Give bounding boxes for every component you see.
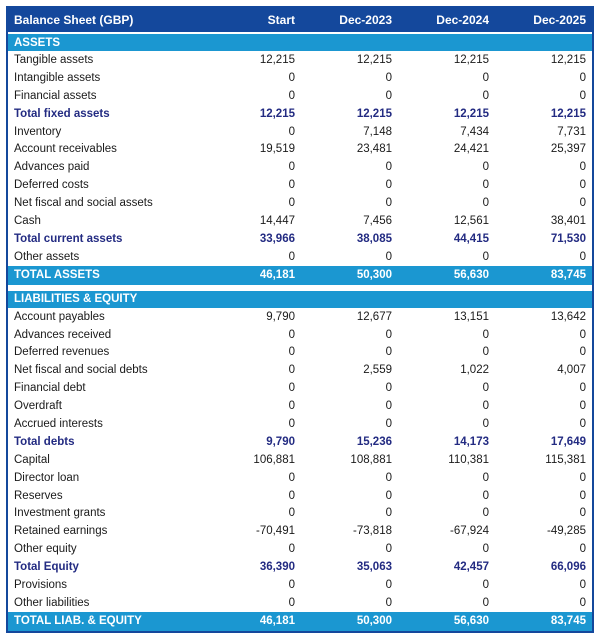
row-value-dec-2024: 0 [482,417,489,430]
total-value-dec-2023: 50,300 [356,615,392,628]
row-value-dec-2023: 0 [385,382,392,395]
row-value-start: 9,790 [266,310,295,323]
row-value-dec-2024: 0 [482,507,489,520]
total-value-dec-2023: 50,300 [356,269,392,282]
row-value-start: 0 [288,417,295,430]
row-value-dec-2025: 66,096 [550,561,586,574]
row-value-dec-2025: 115,381 [545,453,586,466]
row-value-dec-2023: 0 [385,417,392,430]
row-value-dec-2023: 0 [385,250,392,263]
row-label: Total current assets [14,232,123,245]
section-title: LIABILITIES & EQUITY [14,293,138,306]
section-title: ASSETS [14,36,61,49]
table-row [8,558,592,576]
balance-sheet-table [6,6,594,633]
row-value-dec-2025: 0 [579,489,586,502]
row-value-start: 0 [288,250,295,263]
section-header [8,291,592,308]
section-total-row [8,266,592,285]
row-label: Investment grants [14,507,106,520]
table-row [8,230,592,248]
row-value-start: 106,881 [253,453,295,466]
column-header-dec-2025: Dec-2025 [533,13,586,27]
row-value-start: 0 [288,179,295,192]
table-row [8,248,592,266]
row-value-dec-2024: 12,561 [453,214,489,227]
row-value-dec-2024: 0 [482,543,489,556]
table-row [8,469,592,487]
row-value-dec-2024: 42,457 [453,561,489,574]
row-value-dec-2023: -73,818 [352,525,392,538]
row-value-dec-2023: 0 [385,543,392,556]
row-value-dec-2023: 0 [385,596,392,609]
row-value-dec-2025: 0 [579,161,586,174]
row-value-dec-2024: 0 [482,489,489,502]
row-label: Account receivables [14,143,117,156]
row-value-dec-2023: 12,677 [356,310,392,323]
row-label: Advances received [14,328,112,341]
total-value-start: 46,181 [259,269,295,282]
row-value-start: -70,491 [255,525,295,538]
table-row [8,343,592,361]
table-row [8,87,592,105]
row-label: Total fixed assets [14,107,110,120]
table-row [8,433,592,451]
row-value-dec-2024: 12,215 [453,107,489,120]
row-value-start: 0 [288,89,295,102]
table-row [8,451,592,469]
row-value-dec-2025: 25,397 [550,143,586,156]
row-value-dec-2024: 14,173 [453,435,489,448]
row-value-dec-2025: 0 [579,250,586,263]
row-value-dec-2024: 0 [482,89,489,102]
table-row [8,51,592,69]
table-row [8,522,592,540]
row-value-dec-2023: 108,881 [350,453,392,466]
table-row [8,415,592,433]
row-value-dec-2025: 13,642 [550,310,586,323]
row-value-dec-2025: 0 [579,578,586,591]
row-value-dec-2023: 0 [385,179,392,192]
column-header-dec-2023: Dec-2023 [339,13,392,27]
table-row [8,326,592,344]
row-value-dec-2024: 13,151 [453,310,489,323]
row-value-start: 0 [288,197,295,210]
table-row [8,308,592,326]
row-value-dec-2023: 0 [385,197,392,210]
table-row [8,397,592,415]
row-value-dec-2025: 0 [579,596,586,609]
row-value-dec-2024: -67,924 [449,525,489,538]
table-row [8,487,592,505]
row-value-dec-2023: 0 [385,161,392,174]
row-label: Deferred costs [14,179,89,192]
row-value-dec-2025: 0 [579,417,586,430]
row-label: Account payables [14,310,105,323]
row-label: Net fiscal and social debts [14,364,148,377]
row-value-dec-2024: 0 [482,161,489,174]
row-value-dec-2025: 12,215 [550,107,586,120]
row-value-start: 0 [288,543,295,556]
total-value-dec-2025: 83,745 [550,615,586,628]
row-label: Financial assets [14,89,97,102]
row-value-dec-2023: 0 [385,400,392,413]
row-value-dec-2024: 0 [482,382,489,395]
table-row [8,540,592,558]
row-value-start: 33,966 [259,232,295,245]
row-value-dec-2025: 17,649 [550,435,586,448]
row-value-dec-2023: 7,456 [363,214,392,227]
row-value-start: 12,215 [259,107,295,120]
row-value-dec-2025: 0 [579,507,586,520]
row-value-dec-2025: -49,285 [546,525,586,538]
row-label: Director loan [14,471,80,484]
total-value-start: 46,181 [259,615,295,628]
row-label: Advances paid [14,161,90,174]
row-value-dec-2024: 44,415 [453,232,489,245]
row-value-start: 0 [288,364,295,377]
row-value-start: 19,519 [259,143,295,156]
row-value-dec-2025: 0 [579,400,586,413]
row-label: Reserves [14,489,63,502]
row-value-dec-2024: 0 [482,179,489,192]
row-value-dec-2024: 0 [482,400,489,413]
row-value-dec-2023: 15,236 [356,435,392,448]
row-value-dec-2025: 0 [579,89,586,102]
row-value-dec-2023: 0 [385,471,392,484]
row-value-dec-2024: 7,434 [460,125,489,138]
row-value-dec-2025: 0 [579,328,586,341]
row-value-dec-2025: 0 [579,543,586,556]
row-value-dec-2023: 0 [385,507,392,520]
row-value-dec-2025: 0 [579,179,586,192]
row-value-dec-2024: 0 [482,328,489,341]
table-title: Balance Sheet (GBP) [14,13,134,27]
table-row [8,158,592,176]
row-value-dec-2024: 0 [482,346,489,359]
row-label: Provisions [14,578,68,591]
row-value-dec-2023: 35,063 [356,561,392,574]
row-value-start: 14,447 [259,214,295,227]
table-row [8,176,592,194]
row-label: Other liabilities [14,596,90,609]
row-value-dec-2025: 0 [579,382,586,395]
row-value-dec-2023: 0 [385,489,392,502]
row-value-dec-2023: 0 [385,346,392,359]
row-label: Net fiscal and social assets [14,197,153,210]
row-value-dec-2023: 0 [385,328,392,341]
table-row [8,379,592,397]
table-row [8,594,592,612]
row-value-dec-2025: 12,215 [550,53,586,66]
row-label: Other assets [14,250,80,263]
row-value-dec-2024: 0 [482,471,489,484]
row-value-start: 0 [288,596,295,609]
row-value-dec-2025: 4,007 [557,364,586,377]
table-header-row [8,8,592,32]
row-label: Inventory [14,125,62,138]
table-row [8,576,592,594]
row-value-dec-2024: 110,381 [448,453,489,466]
row-value-dec-2023: 38,085 [356,232,392,245]
row-value-dec-2023: 12,215 [356,53,392,66]
row-value-dec-2023: 23,481 [356,143,392,156]
row-value-dec-2025: 0 [579,71,586,84]
column-header-start: Start [267,13,295,27]
total-label: TOTAL ASSETS [14,269,100,282]
row-value-dec-2025: 0 [579,346,586,359]
row-value-dec-2024: 0 [482,197,489,210]
row-value-dec-2025: 7,731 [557,125,586,138]
table-row [8,69,592,87]
table-row [8,361,592,379]
row-label: Financial debt [14,382,86,395]
row-value-dec-2023: 7,148 [363,125,392,138]
row-value-dec-2023: 0 [385,89,392,102]
table-row [8,194,592,212]
row-value-dec-2025: 0 [579,471,586,484]
row-value-start: 0 [288,471,295,484]
row-label: Overdraft [14,400,62,413]
row-value-dec-2024: 0 [482,578,489,591]
section-header [8,34,592,51]
row-value-start: 0 [288,328,295,341]
row-value-dec-2025: 0 [579,197,586,210]
row-value-start: 0 [288,578,295,591]
row-value-start: 36,390 [259,561,295,574]
row-value-start: 9,790 [266,435,295,448]
table-row [8,140,592,158]
row-value-dec-2025: 38,401 [550,214,586,227]
total-value-dec-2025: 83,745 [550,269,586,282]
table-row [8,123,592,141]
total-value-dec-2024: 56,630 [453,269,489,282]
row-value-start: 12,215 [259,53,295,66]
row-value-start: 0 [288,346,295,359]
row-value-dec-2023: 0 [385,71,392,84]
table-row [8,504,592,522]
row-value-start: 0 [288,507,295,520]
row-value-start: 0 [288,161,295,174]
row-value-dec-2023: 0 [385,578,392,591]
row-value-dec-2024: 0 [482,596,489,609]
row-value-start: 0 [288,489,295,502]
row-label: Other equity [14,543,77,556]
row-value-start: 0 [288,71,295,84]
section-total-row [8,612,592,631]
row-label: Retained earnings [14,525,108,538]
row-value-dec-2024: 0 [482,71,489,84]
row-value-dec-2024: 24,421 [453,143,489,156]
table-row [8,105,592,123]
row-label: Deferred revenues [14,346,110,359]
total-label: TOTAL LIAB. & EQUITY [14,615,142,628]
row-label: Total debts [14,435,75,448]
row-label: Cash [14,214,41,227]
row-label: Intangible assets [14,71,101,84]
row-value-dec-2024: 12,215 [453,53,489,66]
row-value-dec-2025: 71,530 [550,232,586,245]
total-value-dec-2024: 56,630 [453,615,489,628]
row-value-dec-2024: 0 [482,250,489,263]
table-body [8,34,592,631]
column-header-dec-2024: Dec-2024 [436,13,489,27]
row-value-dec-2024: 1,022 [460,364,489,377]
row-value-dec-2023: 12,215 [356,107,392,120]
row-value-start: 0 [288,125,295,138]
row-label: Total Equity [14,561,79,574]
row-label: Capital [14,453,50,466]
row-label: Tangible assets [14,53,94,66]
row-value-start: 0 [288,400,295,413]
row-label: Accrued interests [14,417,103,430]
table-row [8,212,592,230]
row-value-start: 0 [288,382,295,395]
row-value-dec-2023: 2,559 [363,364,392,377]
